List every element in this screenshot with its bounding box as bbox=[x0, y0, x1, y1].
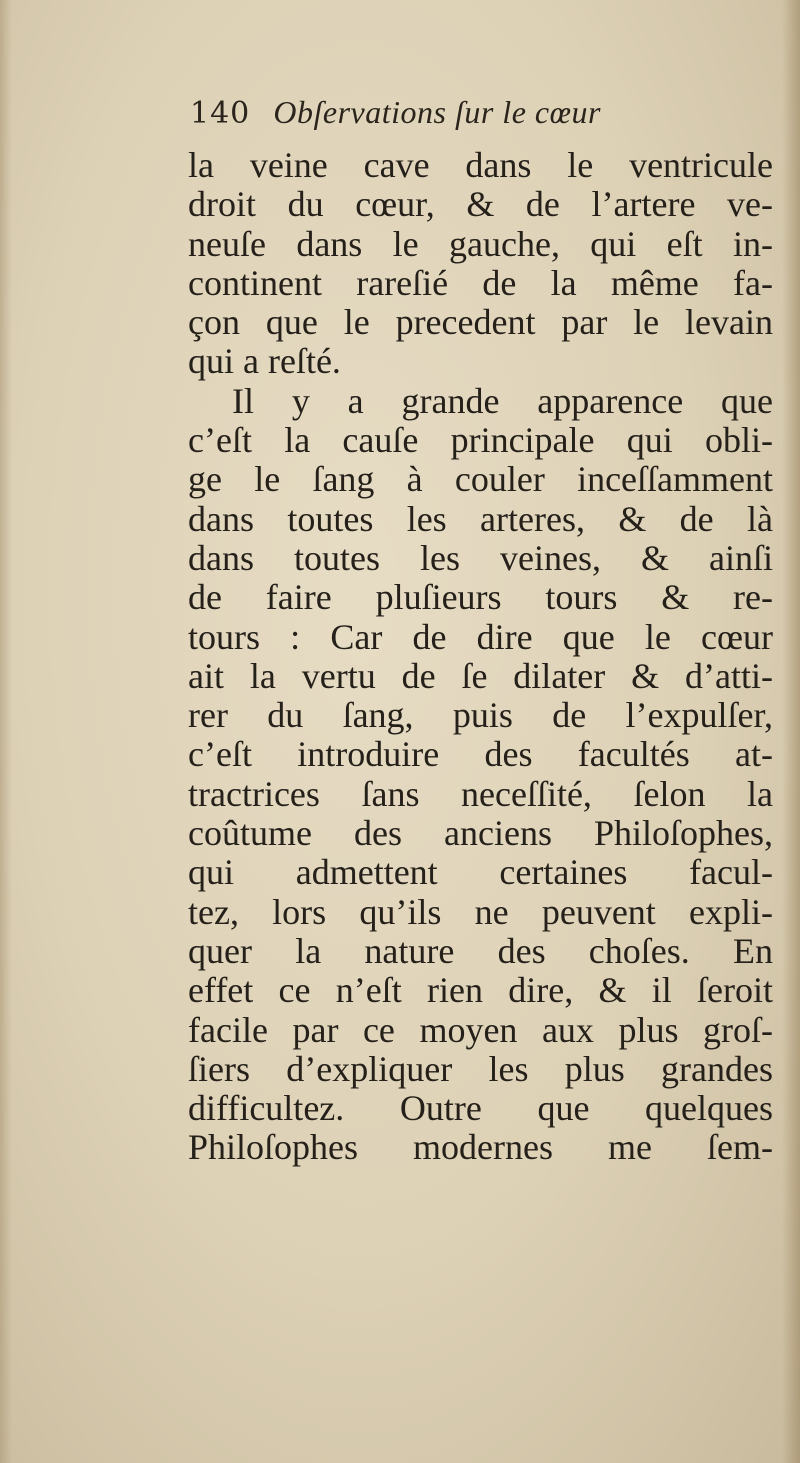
text-line: Philoſophes modernes me ſem- bbox=[188, 1127, 773, 1168]
text-line: ait la vertu de ſe dilater & d’atti- bbox=[188, 655, 773, 696]
text-line: quer la nature des choſes. En bbox=[188, 930, 773, 971]
paragraph-start-line: Il y a grande apparence que bbox=[232, 380, 773, 421]
text-line: dans toutes les arteres, & de là bbox=[188, 498, 773, 539]
text-line: droit du cœur, & de l’artere ve- bbox=[188, 184, 773, 225]
text-line: dans toutes les veines, & ainſi bbox=[188, 537, 773, 578]
text-line: tractrices ſans neceſſité, ſelon la bbox=[188, 773, 773, 814]
text-line: c’eſt introduire des facultés at- bbox=[188, 734, 773, 775]
text-line: c’eſt la cauſe principale qui obli- bbox=[188, 420, 773, 461]
text-line: facile par ce moyen aux plus groſ- bbox=[188, 1009, 773, 1050]
text-line: çon que le precedent par le levain bbox=[188, 302, 773, 343]
running-title: Obſervations ſur le cœur bbox=[273, 94, 601, 130]
body-text bbox=[188, 146, 773, 1168]
text-line: rer du ſang, puis de l’expulſer, bbox=[188, 695, 773, 736]
text-line: la veine cave dans le ventricule bbox=[188, 145, 773, 185]
text-line: qui a reſté. bbox=[188, 341, 341, 382]
page-header bbox=[190, 94, 750, 142]
text-line: ſiers d’expliquer les plus grandes bbox=[188, 1048, 773, 1089]
text-line: tez, lors qu’ils ne peuvent expli- bbox=[188, 891, 773, 932]
text-line: coûtume des anciens Philoſophes, bbox=[188, 813, 773, 854]
text-line: ge le ſang à couler inceſſamment bbox=[188, 459, 773, 500]
text-line: difficultez. Outre que quelques bbox=[188, 1088, 773, 1129]
page-number: 140 bbox=[190, 96, 251, 131]
text-line: effet ce n’eſt rien dire, & il ſeroit bbox=[188, 970, 773, 1011]
page-gutter-shadow bbox=[782, 0, 800, 1463]
page-left-edge bbox=[0, 0, 12, 1463]
text-line: de faire pluſieurs tours & re- bbox=[188, 577, 773, 618]
text-line: continent rareſié de la même fa- bbox=[188, 262, 773, 303]
text-line: qui admettent certaines facul- bbox=[188, 852, 773, 893]
text-line: tours : Car de dire que le cœur bbox=[188, 616, 773, 657]
text-line: neuſe dans le gauche, qui eſt in- bbox=[188, 223, 773, 264]
